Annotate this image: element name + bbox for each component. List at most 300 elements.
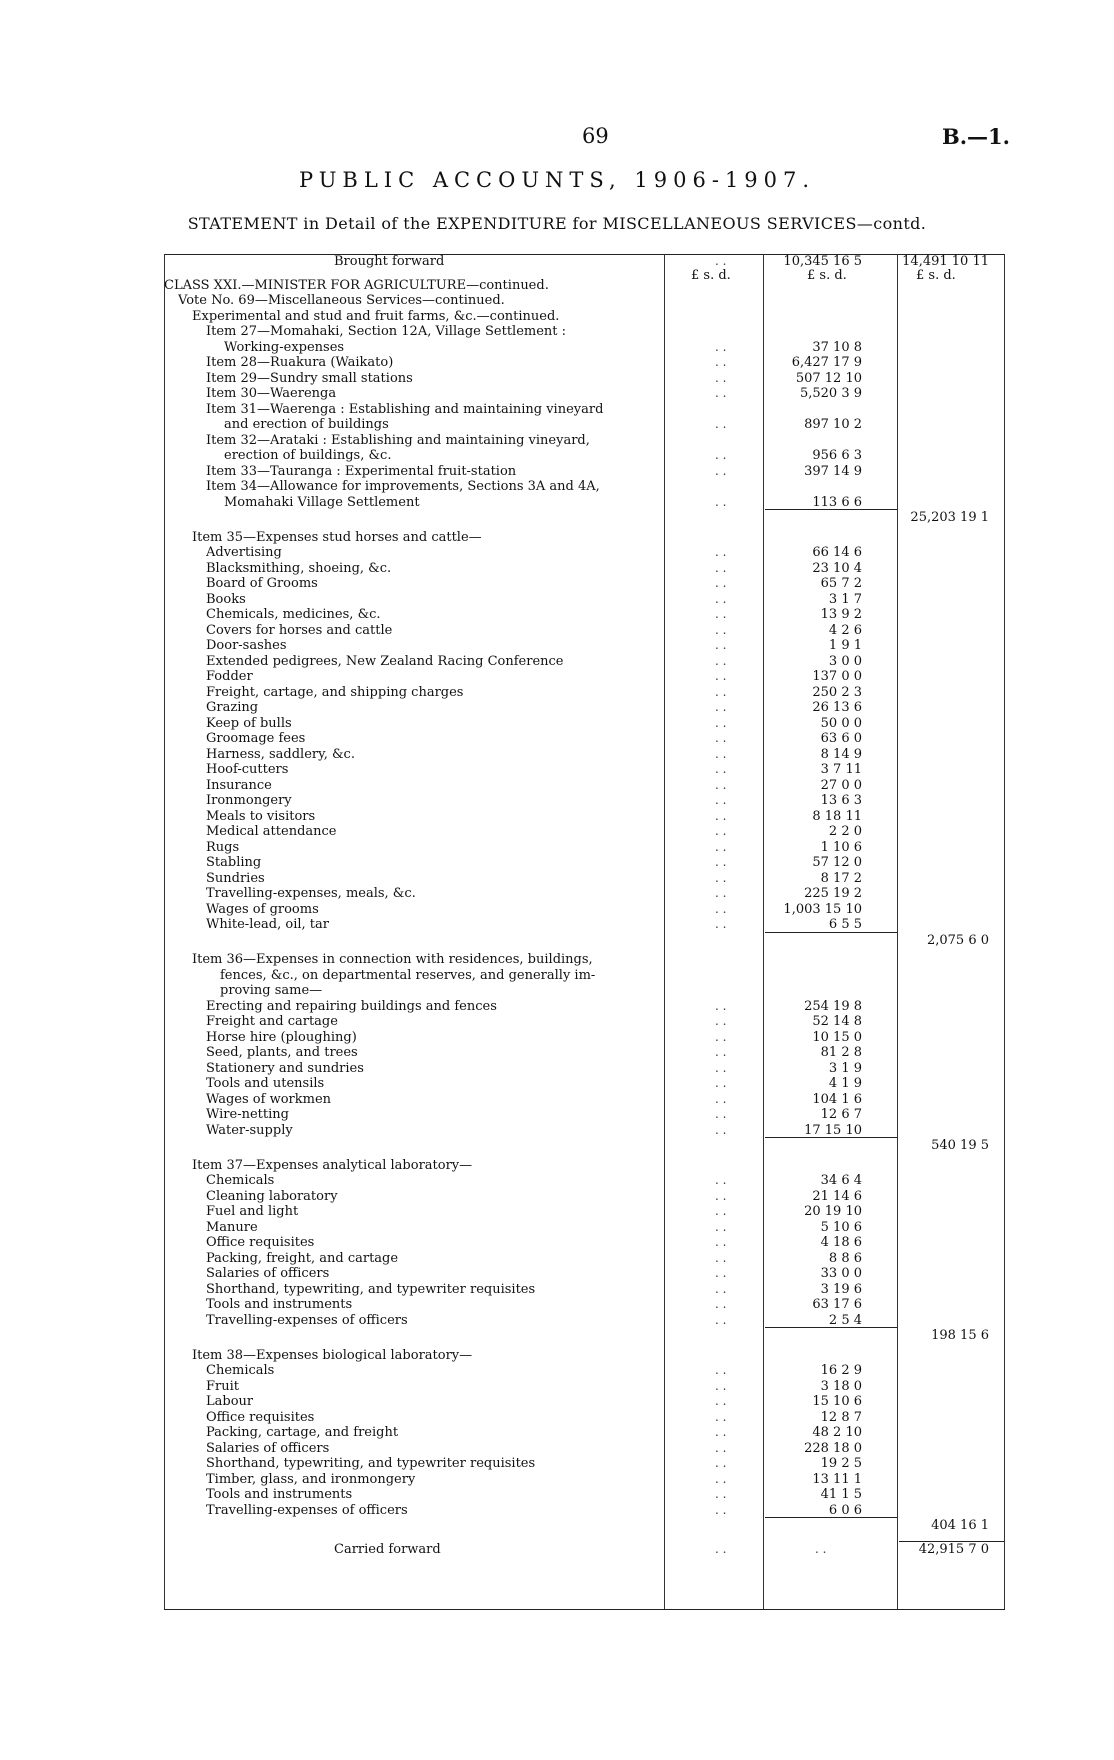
leader-dots: . . bbox=[715, 855, 727, 869]
amount-column-2: 5 10 6 bbox=[820, 1219, 862, 1235]
block-total-row bbox=[164, 933, 1005, 949]
leader-dots: . . bbox=[715, 1060, 727, 1075]
subtotal-rule bbox=[765, 1327, 897, 1328]
amount-column-2: 397 14 9 bbox=[804, 463, 862, 479]
expense-line bbox=[164, 1266, 1005, 1282]
row-label: Chemicals, medicines, &c. bbox=[206, 607, 381, 622]
leader-dots: . . bbox=[715, 545, 727, 559]
row-label: Stabling bbox=[206, 855, 262, 870]
row-label: Vote No. 69—Miscellaneous Services—continued. bbox=[178, 293, 505, 308]
leader-dots: . . bbox=[715, 1425, 727, 1439]
leader-dots: . . bbox=[715, 1091, 727, 1106]
expense-line bbox=[164, 886, 1005, 902]
amount-column-2: 3 1 7 bbox=[828, 591, 862, 607]
amount-column-2: 254 19 8 bbox=[804, 998, 862, 1014]
amount-column-2: 33 0 0 bbox=[820, 1266, 862, 1281]
leader-dots: . . bbox=[715, 870, 727, 885]
row-label: Office requisites bbox=[206, 1409, 315, 1425]
expense-line bbox=[164, 1363, 1005, 1379]
amount-column-2: 16 2 9 bbox=[820, 1363, 862, 1378]
item-row bbox=[164, 402, 1005, 418]
amount-column-2: 21 14 6 bbox=[812, 1188, 862, 1204]
subtotal-rule bbox=[765, 1137, 897, 1138]
expense-line bbox=[164, 1235, 1005, 1251]
row-label: erection of buildings, &c. bbox=[224, 448, 392, 463]
row-label: Shorthand, typewriting, and typewriter requisites bbox=[206, 1281, 536, 1297]
expense-line bbox=[164, 778, 1005, 794]
row-label: Timber, glass, and ironmongery bbox=[206, 1471, 416, 1487]
amount-column-2: 19 2 5 bbox=[820, 1456, 862, 1471]
row-label: Grazing bbox=[206, 700, 259, 715]
amount-column-2: 6,427 17 9 bbox=[791, 355, 862, 370]
row-label: Fodder bbox=[206, 669, 253, 684]
row-label: Seed, plants, and trees bbox=[206, 1045, 358, 1060]
amount-column-2: 13 9 2 bbox=[820, 607, 862, 622]
amount-column-2: 104 1 6 bbox=[812, 1091, 862, 1107]
leader-dots: . . bbox=[715, 1173, 727, 1187]
amount-column-2: 228 18 0 bbox=[804, 1440, 862, 1456]
amount-column-2: 250 2 3 bbox=[812, 684, 862, 700]
amount-column-2: 52 14 8 bbox=[812, 1014, 862, 1029]
expense-line bbox=[164, 685, 1005, 701]
row-label: Packing, cartage, and freight bbox=[206, 1425, 399, 1440]
expense-line bbox=[164, 1394, 1005, 1410]
row-label: Tools and instruments bbox=[206, 1297, 353, 1312]
expense-line bbox=[164, 731, 1005, 747]
leader-dots: . . bbox=[715, 1394, 727, 1408]
column-header-3: £ s. d. bbox=[916, 268, 956, 283]
row-label: Item 32—Arataki : Establishing and maintaining vineyard, bbox=[206, 432, 590, 448]
expense-line bbox=[164, 638, 1005, 654]
leader-dots: . . bbox=[715, 715, 727, 730]
amount-column-2: 8 18 11 bbox=[812, 808, 862, 824]
row-label: Experimental and stud and fruit farms, &c.—continued. bbox=[192, 308, 560, 324]
amount-column-2: 1 9 1 bbox=[828, 638, 862, 653]
expense-line bbox=[164, 1297, 1005, 1313]
item-row bbox=[164, 464, 1005, 480]
row-label: Momahaki Village Settlement bbox=[224, 494, 420, 510]
row-label: CLASS XXI.—MINISTER FOR AGRICULTURE—continued. bbox=[164, 277, 549, 293]
expense-line bbox=[164, 999, 1005, 1015]
amount-column-3: 42,915 7 0 bbox=[918, 1541, 989, 1557]
item-row bbox=[164, 355, 1005, 371]
leader-dots: . . bbox=[715, 1204, 727, 1218]
amount-column-2: 20 19 10 bbox=[804, 1204, 862, 1219]
expense-line bbox=[164, 1123, 1005, 1139]
expense-line bbox=[164, 592, 1005, 608]
amount-column-3: 198 15 6 bbox=[931, 1328, 989, 1343]
brought-forward-row bbox=[164, 254, 1005, 270]
class-heading bbox=[164, 278, 1005, 294]
leader-dots: . . bbox=[715, 917, 727, 931]
amount-column-2: 63 6 0 bbox=[820, 731, 862, 746]
row-label: Tools and utensils bbox=[206, 1076, 325, 1091]
row-label: Item 29—Sundry small stations bbox=[206, 370, 413, 386]
row-label: Salaries of officers bbox=[206, 1440, 330, 1456]
leader-dots: . . bbox=[715, 1471, 727, 1486]
row-label: Packing, freight, and cartage bbox=[206, 1250, 399, 1266]
amount-column-3: 14,491 10 11 bbox=[902, 254, 989, 269]
row-label: and erection of buildings bbox=[224, 417, 389, 432]
item-row bbox=[164, 340, 1005, 356]
amount-column-2: 4 18 6 bbox=[820, 1235, 862, 1250]
expense-line bbox=[164, 902, 1005, 918]
document-code: B.—1. bbox=[942, 124, 1010, 149]
row-label: Rugs bbox=[206, 839, 240, 855]
amount-column-2: 10,345 16 5 bbox=[783, 254, 862, 269]
leader-dots: . . bbox=[715, 1122, 727, 1137]
amount-column-2: 66 14 6 bbox=[812, 545, 862, 560]
row-label: Item 35—Expenses stud horses and cattle— bbox=[192, 529, 482, 545]
row-label: Hoof-cutters bbox=[206, 762, 289, 777]
item-row bbox=[164, 495, 1005, 511]
amount-column-2: 3 7 11 bbox=[820, 762, 862, 777]
row-label: Cleaning laboratory bbox=[206, 1188, 338, 1204]
leader-dots: . . bbox=[715, 684, 727, 699]
expense-line bbox=[164, 1014, 1005, 1030]
item-row bbox=[164, 324, 1005, 340]
amount-column-3: 404 16 1 bbox=[931, 1518, 989, 1533]
expense-line bbox=[164, 1061, 1005, 1077]
expense-line bbox=[164, 1472, 1005, 1488]
leader-dots: . . bbox=[715, 463, 727, 478]
expenditure-ledger bbox=[164, 254, 1005, 1609]
amount-column-2: 6 5 5 bbox=[828, 917, 862, 932]
expense-line bbox=[164, 716, 1005, 732]
expense-line bbox=[164, 871, 1005, 887]
amount-column-2: 26 13 6 bbox=[812, 700, 862, 715]
leader-dots: . . bbox=[715, 1502, 727, 1517]
block-total-row bbox=[164, 510, 1005, 526]
leader-dots: . . bbox=[715, 653, 727, 668]
subtotal-rule bbox=[765, 509, 897, 510]
amount-column-2: 3 19 6 bbox=[820, 1281, 862, 1297]
leader-dots: . . bbox=[715, 731, 727, 745]
row-label: Working-expenses bbox=[224, 339, 345, 355]
item-row bbox=[164, 479, 1005, 495]
row-label: Item 37—Expenses analytical laboratory— bbox=[192, 1157, 473, 1173]
row-label: Insurance bbox=[206, 777, 272, 793]
row-label: Chemicals bbox=[206, 1173, 275, 1188]
row-label: Door-sashes bbox=[206, 638, 287, 653]
row-label: Water-supply bbox=[206, 1122, 293, 1138]
expense-line bbox=[164, 607, 1005, 623]
amount-column-2: 27 0 0 bbox=[820, 777, 862, 793]
expense-line bbox=[164, 1487, 1005, 1503]
expense-line bbox=[164, 917, 1005, 933]
item-heading bbox=[164, 530, 1005, 546]
expense-line bbox=[164, 561, 1005, 577]
expense-line bbox=[164, 840, 1005, 856]
amount-column-2: 57 12 0 bbox=[812, 855, 862, 870]
leader-dots: . . bbox=[715, 1456, 727, 1470]
amount-column-2: 50 0 0 bbox=[820, 715, 862, 731]
leader-dots: . . bbox=[715, 746, 727, 761]
leader-dots: . . bbox=[715, 839, 727, 854]
amount-column-2: 12 8 7 bbox=[820, 1409, 862, 1425]
expense-line bbox=[164, 1282, 1005, 1298]
row-label: Extended pedigrees, New Zealand Racing Conference bbox=[206, 653, 564, 669]
leader-dots: . . bbox=[715, 700, 727, 714]
expense-line bbox=[164, 1251, 1005, 1267]
leader-dots: . . bbox=[715, 1250, 727, 1265]
amount-column-2: 8 14 9 bbox=[820, 746, 862, 762]
expense-line bbox=[164, 1092, 1005, 1108]
subtotal-rule bbox=[765, 932, 897, 933]
row-label: Erecting and repairing buildings and fences bbox=[206, 998, 497, 1014]
row-label: Shorthand, typewriting, and typewriter requisites bbox=[206, 1456, 536, 1471]
amount-column-2: 8 8 6 bbox=[828, 1250, 862, 1266]
amount-column-2: 34 6 4 bbox=[820, 1173, 862, 1188]
row-label: Sundries bbox=[206, 870, 265, 886]
expense-line bbox=[164, 824, 1005, 840]
row-label: Travelling-expenses of officers bbox=[206, 1502, 408, 1518]
amount-column-3: 2,075 6 0 bbox=[926, 932, 989, 948]
row-label: Item 33—Tauranga : Experimental fruit-station bbox=[206, 463, 517, 479]
row-label: Ironmongery bbox=[206, 793, 292, 808]
amount-column-2: 10 15 0 bbox=[812, 1029, 862, 1045]
row-label: Item 38—Expenses biological laboratory— bbox=[192, 1347, 473, 1363]
expense-line bbox=[164, 1045, 1005, 1061]
item-heading bbox=[164, 968, 1005, 984]
leader-dots: . . bbox=[715, 762, 727, 776]
leader-dots: . . bbox=[715, 824, 727, 838]
row-label: Books bbox=[206, 591, 246, 607]
amount-column-2: 3 1 9 bbox=[828, 1060, 862, 1076]
leader-dots: . . bbox=[715, 638, 727, 652]
leader-dots: . . bbox=[715, 808, 727, 823]
leader-dots: . . bbox=[715, 254, 727, 268]
amount-column-2: 6 0 6 bbox=[828, 1502, 862, 1518]
row-label: Meals to visitors bbox=[206, 808, 316, 824]
item-row bbox=[164, 371, 1005, 387]
expense-line bbox=[164, 1189, 1005, 1205]
row-label: Labour bbox=[206, 1394, 254, 1409]
leader-dots: . . bbox=[715, 793, 727, 807]
leader-dots: . . bbox=[715, 1266, 727, 1280]
expense-line bbox=[164, 700, 1005, 716]
row-label: Board of Grooms bbox=[206, 576, 318, 591]
leader-dots: . . bbox=[715, 622, 727, 637]
expense-line bbox=[164, 1456, 1005, 1472]
amount-column-2: 81 2 8 bbox=[820, 1045, 862, 1060]
expense-line bbox=[164, 669, 1005, 685]
amount-column-2: 4 2 6 bbox=[828, 622, 862, 638]
amount-column-2: 1 10 6 bbox=[820, 839, 862, 855]
amount-column-3: 25,203 19 1 bbox=[910, 510, 989, 525]
leader-dots: . . bbox=[715, 669, 727, 683]
leader-dots: . . bbox=[715, 1312, 727, 1327]
expense-line bbox=[164, 654, 1005, 670]
amount-column-2: 507 12 10 bbox=[795, 370, 862, 386]
vote-heading bbox=[164, 293, 1005, 309]
row-label: Item 28—Ruakura (Waikato) bbox=[206, 355, 394, 370]
leader-dots: . . bbox=[715, 1541, 727, 1556]
row-label: Groomage fees bbox=[206, 731, 306, 746]
row-label: Advertising bbox=[206, 545, 282, 560]
item-heading bbox=[164, 1158, 1005, 1174]
amount-column-2: 15 10 6 bbox=[812, 1394, 862, 1409]
expense-line bbox=[164, 1220, 1005, 1236]
leader-dots: . . bbox=[715, 607, 727, 621]
amount-column-2: 5,520 3 9 bbox=[799, 386, 862, 401]
leader-dots: . . bbox=[715, 370, 727, 385]
leader-dots: . . bbox=[715, 448, 727, 462]
item-heading bbox=[164, 983, 1005, 999]
row-label: Brought forward bbox=[334, 254, 445, 269]
expense-line bbox=[164, 1503, 1005, 1519]
row-label: Wages of workmen bbox=[206, 1091, 332, 1107]
expense-line bbox=[164, 576, 1005, 592]
expense-line bbox=[164, 747, 1005, 763]
leader-dots: . . bbox=[715, 1409, 727, 1424]
leader-dots: . . bbox=[715, 1235, 727, 1249]
amount-column-2: 4 1 9 bbox=[828, 1076, 862, 1091]
carried-forward-rule bbox=[899, 1541, 1004, 1542]
leader-dots: . . bbox=[715, 591, 727, 606]
leader-dots: . . bbox=[715, 1297, 727, 1311]
statement-subtitle: STATEMENT in Detail of the EXPENDITURE for MISCELLANEOUS SERVICES—contd. bbox=[187, 214, 927, 233]
expense-line bbox=[164, 793, 1005, 809]
row-label: Item 36—Expenses in connection with residences, buildings, bbox=[192, 952, 593, 967]
row-label: Horse hire (ploughing) bbox=[206, 1029, 357, 1045]
expense-line bbox=[164, 623, 1005, 639]
row-label: Stationery and sundries bbox=[206, 1060, 364, 1076]
row-label: Travelling-expenses, meals, &c. bbox=[206, 886, 416, 901]
amount-column-2: 65 7 2 bbox=[820, 576, 862, 591]
amount-column-2: 13 6 3 bbox=[820, 793, 862, 808]
subtotal-rule bbox=[765, 1517, 897, 1518]
leader-dots: . . bbox=[715, 576, 727, 590]
amount-column-2: 3 0 0 bbox=[828, 653, 862, 669]
amount-column-2: 2 2 0 bbox=[828, 824, 862, 839]
expense-line bbox=[164, 762, 1005, 778]
amount-column-2: 897 10 2 bbox=[804, 417, 862, 432]
item-row bbox=[164, 417, 1005, 433]
expense-line bbox=[164, 1441, 1005, 1457]
leader-dots: . . bbox=[715, 1487, 727, 1501]
row-label: Covers for horses and cattle bbox=[206, 622, 393, 638]
row-label: Item 27—Momahaki, Section 12A, Village Settlement : bbox=[206, 324, 567, 339]
row-label: Tools and instruments bbox=[206, 1487, 353, 1502]
row-label: Item 34—Allowance for improvements, Sections 3A and 4A, bbox=[206, 479, 600, 494]
row-label: Item 30—Waerenga bbox=[206, 386, 337, 401]
expense-line bbox=[164, 1204, 1005, 1220]
block-total-row bbox=[164, 1138, 1005, 1154]
expense-line bbox=[164, 545, 1005, 561]
column-header-2: £ s. d. bbox=[807, 268, 847, 283]
amount-column-2: 17 15 10 bbox=[804, 1122, 862, 1138]
row-label: Fuel and light bbox=[206, 1204, 299, 1219]
expense-line bbox=[164, 1313, 1005, 1329]
block-total-row bbox=[164, 1328, 1005, 1344]
expense-line bbox=[164, 1030, 1005, 1046]
leader-dots: . . bbox=[715, 1440, 727, 1455]
expense-line bbox=[164, 1379, 1005, 1395]
item-row bbox=[164, 386, 1005, 402]
row-label: Salaries of officers bbox=[206, 1266, 330, 1281]
page-number: 69 bbox=[582, 124, 609, 148]
amount-column-2: 23 10 4 bbox=[812, 560, 862, 576]
column-header-1: £ s. d. bbox=[691, 268, 731, 283]
item-heading bbox=[164, 952, 1005, 968]
amount-column-2: 137 0 0 bbox=[812, 669, 862, 684]
block-total-row bbox=[164, 1518, 1005, 1534]
amount-column-3: 540 19 5 bbox=[931, 1138, 989, 1153]
leader-dots: . . bbox=[715, 1076, 727, 1090]
leader-dots: . . bbox=[715, 560, 727, 575]
amount-column-2: 12 6 7 bbox=[820, 1107, 862, 1122]
row-label: fences, &c., on departmental reserves, and generally im- bbox=[220, 967, 596, 983]
section-heading bbox=[164, 309, 1005, 325]
row-label: Keep of bulls bbox=[206, 715, 292, 731]
row-label: Carried forward bbox=[334, 1541, 441, 1557]
row-label: Harness, saddlery, &c. bbox=[206, 746, 355, 762]
amount-column-2: 956 6 3 bbox=[812, 448, 862, 463]
leader-dots: . . bbox=[715, 1378, 727, 1393]
leader-dots: . . bbox=[815, 1541, 827, 1556]
row-label: Medical attendance bbox=[206, 824, 337, 839]
row-label: Fruit bbox=[206, 1378, 239, 1394]
expense-line bbox=[164, 1107, 1005, 1123]
leader-dots: . . bbox=[715, 886, 727, 900]
expense-line bbox=[164, 1076, 1005, 1092]
leader-dots: . . bbox=[715, 494, 727, 509]
amount-column-2: 41 1 5 bbox=[820, 1487, 862, 1502]
row-label: Blacksmithing, shoeing, &c. bbox=[206, 560, 392, 576]
expense-line bbox=[164, 1173, 1005, 1189]
ledger-bottom-rule bbox=[164, 1609, 1005, 1610]
leader-dots: . . bbox=[715, 998, 727, 1013]
row-label: Freight and cartage bbox=[206, 1014, 338, 1029]
amount-column-2: 37 10 8 bbox=[812, 339, 862, 355]
leader-dots: . . bbox=[715, 1029, 727, 1044]
item-row bbox=[164, 448, 1005, 464]
leader-dots: . . bbox=[715, 1281, 727, 1296]
leader-dots: . . bbox=[715, 1107, 727, 1121]
row-label: Office requisites bbox=[206, 1235, 315, 1250]
row-label: Item 31—Waerenga : Establishing and maintaining vineyard bbox=[206, 401, 604, 417]
leader-dots: . . bbox=[715, 901, 727, 916]
leader-dots: . . bbox=[715, 1363, 727, 1377]
amount-column-2: 3 18 0 bbox=[820, 1378, 862, 1394]
expense-line bbox=[164, 1425, 1005, 1441]
amount-column-2: 225 19 2 bbox=[804, 886, 862, 901]
row-label: Wire-netting bbox=[206, 1107, 289, 1122]
leader-dots: . . bbox=[715, 1014, 727, 1028]
amount-column-2: 13 11 1 bbox=[812, 1471, 862, 1487]
row-label: Travelling-expenses of officers bbox=[206, 1312, 408, 1328]
row-label: White-lead, oil, tar bbox=[206, 917, 329, 932]
amount-column-2: 113 6 6 bbox=[812, 494, 862, 510]
leader-dots: . . bbox=[715, 355, 727, 369]
carried-forward-row bbox=[164, 1542, 1005, 1558]
row-label: Manure bbox=[206, 1219, 258, 1235]
amount-column-2: 2 5 4 bbox=[828, 1312, 862, 1328]
amount-column-2: 8 17 2 bbox=[820, 870, 862, 886]
expense-line bbox=[164, 855, 1005, 871]
row-label: proving same— bbox=[220, 983, 323, 998]
row-label: Wages of grooms bbox=[206, 901, 319, 917]
leader-dots: . . bbox=[715, 1219, 727, 1234]
page-title: PUBLIC ACCOUNTS, 1906-1907. bbox=[298, 168, 816, 192]
leader-dots: . . bbox=[715, 386, 727, 400]
amount-column-2: 48 2 10 bbox=[812, 1425, 862, 1440]
row-label: Freight, cartage, and shipping charges bbox=[206, 684, 464, 700]
leader-dots: . . bbox=[715, 417, 727, 431]
leader-dots: . . bbox=[715, 777, 727, 792]
row-label: Chemicals bbox=[206, 1363, 275, 1378]
